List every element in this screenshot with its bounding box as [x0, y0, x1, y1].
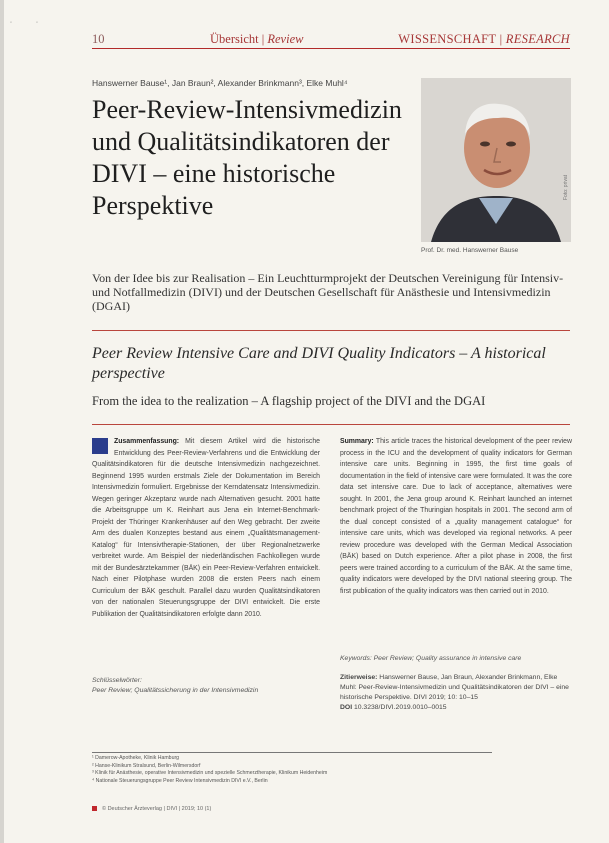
article-title: Peer-Review-Intensivmedizin und Qualitätsindikatoren der DIVI – eine historische Perspektive: [92, 95, 402, 220]
page-footer: [92, 806, 392, 812]
author-photo: [421, 78, 571, 242]
keywords-english-label: Keywords:: [340, 655, 372, 662]
header-section-left: Übersicht | Review: [210, 32, 304, 46]
doi-value: 10.3238/DIVI.2019.0010–0015: [353, 704, 447, 711]
footnote: ¹ Damerow-Apotheke, Klinik Hamburg: [92, 755, 180, 761]
summary-box-marker: [92, 438, 108, 454]
summary-german-label: Zusammenfassung:: [114, 438, 180, 445]
photo-caption: Prof. Dr. med. Hanswerner Bause: [421, 247, 519, 254]
footnote: ³ Klinik für Anästhesie, operative Intensivmedizin und spezielle Schmerztherapie, Klinikum Heidenheim: [92, 770, 328, 777]
author-list: Hanswerner Bause¹, Jan Braun², Alexander Brinkmann³, Elke Muhl⁴: [92, 78, 348, 88]
portrait-illustration: [421, 78, 571, 242]
summary-german-text: Mit diesem Artikel wird die historische Entwicklung des Peer-Review-Verfahrens und die Entwicklung der Qualitätsindikatoren für die deutsche Intensivmedizin nachgezeichnet. Beginnend 1995 wurden erstmals Ziele der Dokumentation im Bereich Intensivmedizin formuliert. Ergebnisse der Kerndatensatz Intensivmedizin. Wegen geringer Akzeptanz wurde nach Alternativen gesucht. 2001 hatte die Arbeitsgruppe um K. Reinhart aus Jena ein Internet-Benchmark-Projekt der Thüringer Krankenhäuser auf den Weg gebracht. Der zweite Arm des dualen Konzeptes bestand aus einem „Qualitätsmanagement-Katalog“ für Intensivtherapie-Stationen, der über Regionalnetzwerke verbreitet wurde. Am Beispiel der niederländischen Fachkollegen wurde mit der Bundesärztekammer (BÄK) ein Peer-Review-Verfahren entwickelt. Nach einer Pilotphase wurden 2008 die ersten Peers nach einem Curriculum der BÄK geschult. Parallel dazu wurden Qualitätsindikatoren von der nationalen Steuerungsgruppe der DIVI entwickelt. Die erste Publikation der Qualitätsindikatoren erfolgte dann 2010.: [92, 438, 320, 618]
citation-block: [340, 673, 572, 713]
citation-text: Hanswerner Bause, Jan Braun, Alexander Brinkmann, Elke Muhl: Peer-Review-Intensivmedizin und Qualitätsindikatoren der DIVI – eine historische Perspektive. DIVI 2019; 10: 10–15: [340, 674, 569, 701]
footnote: ² Hanse-Klinikum Stralsund, Berlin-Wilmersdorf: [92, 762, 201, 769]
running-header: [92, 32, 570, 49]
header-section-right-de: WISSENSCHAFT: [398, 32, 497, 46]
keywords-german-label: Schlüsselwörter:: [92, 677, 142, 684]
header-section-right: WISSENSCHAFT | RESEARCH: [398, 32, 570, 46]
header-section-left-en: Review: [267, 32, 304, 46]
summary-english-text: This article traces the historical development of the peer review process in the ICU and the development of quality indicators for German intensive care units. Beginning in 1995, the first time goals of documentation in the field of intensive care were formulated. It was the core data set intensive care. Due to lack of acceptance, alternatives were sought. In 2001, the Jena group around K. Reinhart launched an internet benchmark project of the Thuringian hospitals in 2001. The second arm of the dual concept consisted of a „quality management catalogue“ for intensive care units, which was developed via regional networks. A peer review procedure was developed with the German Medical Association (BÄK) based on Dutch experience. After a pilot phase in 2008, the first peers were trained according to a curriculum of the BÄK. At the same time, quality indicators were developed by the DIVI national steering group. The first publication of the quality indicators was then carried out in 2010.: [340, 438, 572, 595]
summary-english: [340, 436, 572, 597]
photo-credit: Foto: privat: [563, 174, 569, 200]
footnotes: [92, 752, 492, 785]
divider: [92, 424, 570, 425]
summary-german: [92, 436, 320, 620]
keywords-english-text: Peer Review; Quality assurance in intensive care: [373, 655, 522, 662]
scan-mark: ◦: [10, 20, 13, 26]
citation-label: Zitierweise:: [340, 674, 378, 681]
subtitle-english: From the idea to the realization – A flagship project of the DIVI and the DGAI: [92, 394, 486, 408]
footer-text: © Deutscher Ärzteverlag | DIVI | 2019; 10 (1): [102, 806, 212, 812]
header-section-right-en: RESEARCH: [505, 32, 570, 46]
page-number: 10: [92, 32, 105, 46]
doi-label: DOI: [340, 704, 353, 711]
keywords-english: [340, 654, 572, 664]
keywords-german-text: Peer Review; Qualitätssicherung in der Intensivmedizin: [92, 687, 259, 694]
header-section-left-de: Übersicht: [210, 32, 259, 46]
scan-mark: ◦: [36, 20, 39, 26]
summary-english-label: Summary:: [340, 438, 374, 445]
footnote: ⁴ Nationale Steuerungsgruppe Peer Review Intensivmedizin DIVI e.V., Berlin: [92, 777, 268, 784]
divider: [92, 330, 570, 331]
footer-mark: [92, 806, 97, 811]
page-edge: [0, 0, 4, 843]
keywords-german: [92, 676, 320, 696]
title-english: Peer Review Intensive Care and DIVI Quality Indicators – A historical perspective: [92, 345, 546, 382]
subtitle-german: Von der Idee bis zur Realisation – Ein Leuchtturmprojekt der Deutschen Vereinigung für Intensiv- und Notfallmedizin (DIVI) und der Deutschen Gesellschaft für Anästhesie und Intensivmedizin (DGAI): [92, 271, 564, 313]
